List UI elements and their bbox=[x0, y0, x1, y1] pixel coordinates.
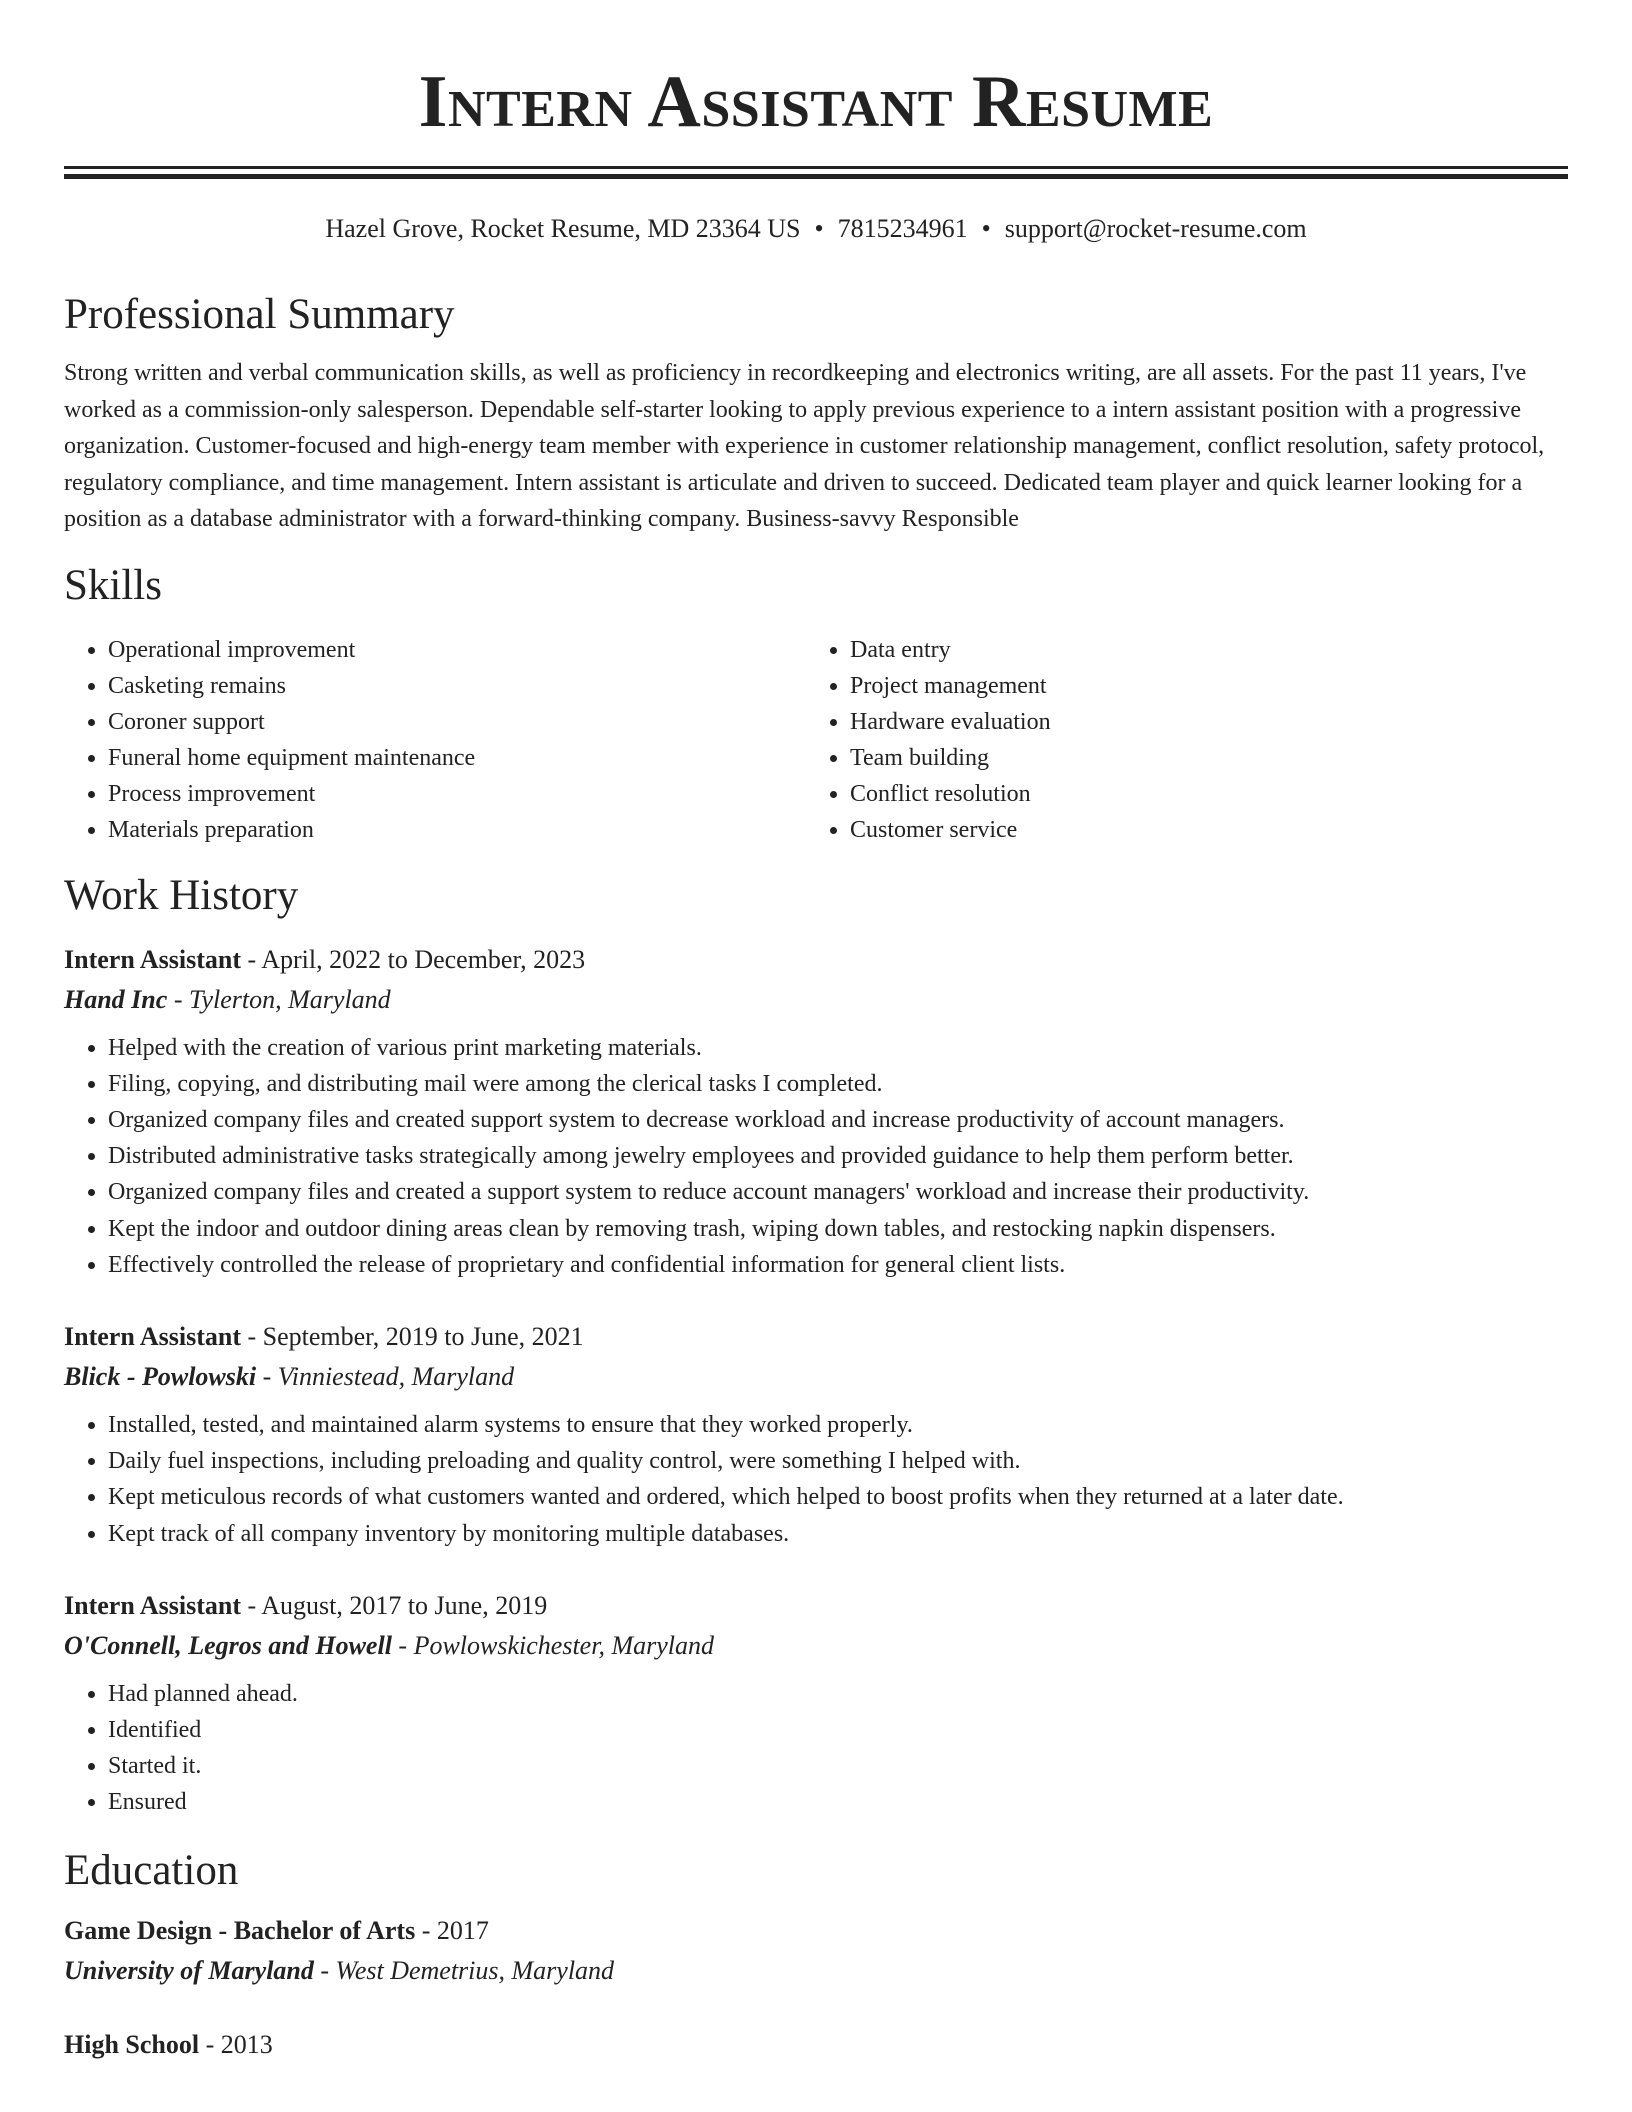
job-bullet: • Ensured bbox=[108, 1784, 1568, 1820]
job-bullet: • Kept track of all company inventory by monitoring multiple databases. bbox=[108, 1516, 1568, 1552]
job-bullet: • Had planned ahead. bbox=[108, 1676, 1568, 1712]
company-line bbox=[64, 1357, 1568, 1397]
skill-item: • Project management bbox=[850, 668, 1548, 704]
job-bullet: • Helped with the creation of various print marketing materials. bbox=[108, 1030, 1568, 1066]
skill-item: • Data entry bbox=[850, 632, 1548, 668]
job-bullets bbox=[64, 1407, 1568, 1552]
education-heading: Education bbox=[64, 1846, 239, 1894]
job-title: Intern Assistant bbox=[64, 1590, 241, 1620]
job-entry bbox=[64, 1317, 1568, 1552]
job-bullet: • Organized company files and created support system to decrease workload and increase productivity of account managers. bbox=[108, 1102, 1568, 1138]
work-history-heading: Work History bbox=[64, 871, 299, 919]
skill-item: • Team building bbox=[850, 740, 1548, 776]
company-location: - Vinniestead, Maryland bbox=[256, 1361, 515, 1391]
job-bullet: • Daily fuel inspections, including preloading and quality control, were something I helped with. bbox=[108, 1443, 1568, 1479]
skills-heading: Skills bbox=[64, 561, 162, 609]
company-name: Hand Inc bbox=[64, 984, 168, 1014]
skill-item: • Operational improvement bbox=[108, 632, 806, 668]
company-name: Blick - Powlowski bbox=[64, 1361, 257, 1391]
company-line bbox=[64, 1626, 1568, 1666]
job-bullet: • Filing, copying, and distributing mail were among the clerical tasks I completed. bbox=[108, 1066, 1568, 1102]
contact-separator: • bbox=[814, 214, 824, 243]
job-dates: - April, 2022 to December, 2023 bbox=[240, 944, 586, 974]
school-location: - West Demetrius, Maryland bbox=[313, 1955, 615, 1985]
degree-name: Game Design - Bachelor of Arts bbox=[64, 1915, 416, 1945]
skills-column-left bbox=[64, 632, 806, 848]
degree-line bbox=[64, 1911, 1568, 1951]
skill-item: • Coroner support bbox=[108, 704, 806, 740]
skill-item: • Casketing remains bbox=[108, 668, 806, 704]
job-bullet: • Kept the indoor and outdoor dining areas clean by removing trash, wiping down tables, and restocking napkin dispensers. bbox=[108, 1211, 1568, 1247]
contact-line bbox=[64, 213, 1568, 245]
job-title: Intern Assistant bbox=[64, 1321, 241, 1351]
school-line bbox=[64, 1951, 1568, 1991]
contact-email: support@rocket-resume.com bbox=[1004, 214, 1307, 243]
degree-year: - 2013 bbox=[199, 2029, 273, 2059]
job-bullet: • Started it. bbox=[108, 1748, 1568, 1784]
job-bullet: • Distributed administrative tasks strategically among jewelry employees and provided guidance to help them perform better. bbox=[108, 1138, 1568, 1174]
job-title-line bbox=[64, 940, 1568, 980]
skills-column-right bbox=[806, 632, 1548, 848]
education-entry bbox=[64, 2025, 1568, 2065]
company-location: - Powlowskichester, Maryland bbox=[391, 1630, 714, 1660]
degree-name: High School bbox=[64, 2029, 200, 2059]
job-bullet: • Kept meticulous records of what customers wanted and ordered, which helped to boost profits when they returned at a later date. bbox=[108, 1479, 1568, 1515]
summary-text: Strong written and verbal communication skills, as well as proficiency in recordkeeping and electronics writing, are all assets. For the past 11 years, I've worked as a commission-only salesperson. Dependable self-starter looking to apply previous experience to a intern assistant position with a progressive organization. Customer-focused and high-energy team member with experience in customer relationship management, conflict resolution, safety protocol, regulatory compliance, and time management. Intern assistant is articulate and driven to succeed. Dedicated team player and quick learner looking for a position as a database administrator with a forward-thinking company. Business-savvy Responsible bbox=[64, 360, 1545, 532]
school-name: University of Maryland bbox=[64, 1955, 314, 1985]
resume-title: Intern Assistant Resume bbox=[418, 61, 1214, 143]
degree-year: - 2017 bbox=[415, 1915, 489, 1945]
job-entry bbox=[64, 940, 1568, 1283]
education-entry bbox=[64, 1911, 1568, 1991]
job-title-line bbox=[64, 1586, 1568, 1626]
job-bullet: • Organized company files and created a support system to reduce account managers' workload and increase their productivity. bbox=[108, 1174, 1568, 1210]
skill-item: • Customer service bbox=[850, 812, 1548, 848]
job-title: Intern Assistant bbox=[64, 944, 241, 974]
job-bullet: • Installed, tested, and maintained alarm systems to ensure that they worked properly. bbox=[108, 1407, 1568, 1443]
skills-list bbox=[64, 632, 1568, 848]
skill-item: • Hardware evaluation bbox=[850, 704, 1548, 740]
job-dates: - September, 2019 to June, 2021 bbox=[240, 1321, 584, 1351]
job-dates: - August, 2017 to June, 2019 bbox=[240, 1590, 548, 1620]
company-name: O'Connell, Legros and Howell bbox=[64, 1630, 392, 1660]
company-location: - Tylerton, Maryland bbox=[167, 984, 391, 1014]
job-bullets bbox=[64, 1676, 1568, 1821]
title-divider bbox=[64, 166, 1568, 179]
skill-item: • Funeral home equipment maintenance bbox=[108, 740, 806, 776]
skill-item: • Conflict resolution bbox=[850, 776, 1548, 812]
job-bullets bbox=[64, 1030, 1568, 1283]
job-entry bbox=[64, 1586, 1568, 1821]
job-bullet: • Identified bbox=[108, 1712, 1568, 1748]
summary-heading: Professional Summary bbox=[64, 291, 455, 338]
job-title-line bbox=[64, 1317, 1568, 1357]
degree-line bbox=[64, 2025, 1568, 2065]
contact-separator: • bbox=[981, 214, 991, 243]
job-bullet: • Effectively controlled the release of proprietary and confidential information for general client lists. bbox=[108, 1247, 1568, 1283]
contact-address: Hazel Grove, Rocket Resume, MD 23364 US bbox=[325, 214, 801, 243]
skill-item: • Materials preparation bbox=[108, 812, 806, 848]
skill-item: • Process improvement bbox=[108, 776, 806, 812]
company-line bbox=[64, 980, 1568, 1020]
contact-phone: 7815234961 bbox=[837, 214, 968, 243]
